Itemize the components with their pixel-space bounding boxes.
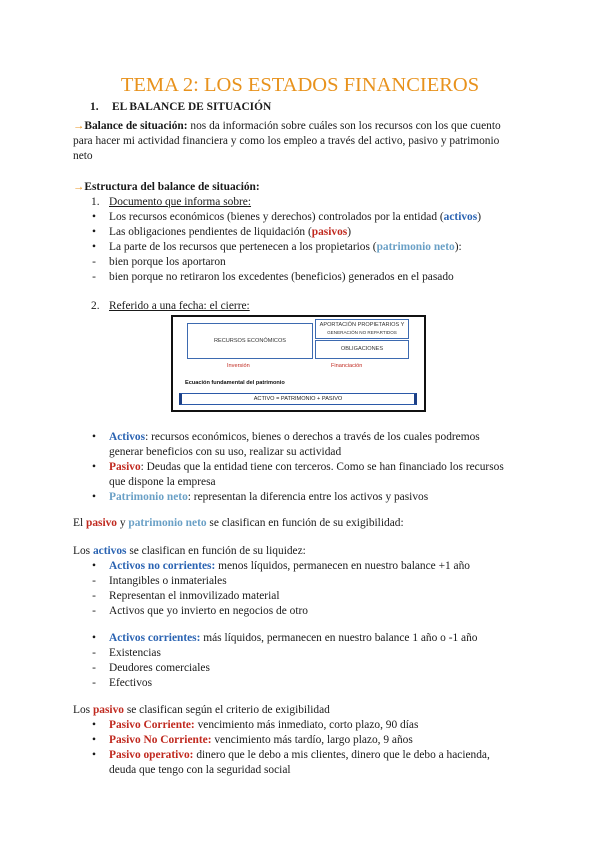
diagram-inversion: Inversión [227,363,250,369]
activos-clasificacion-heading: Los activos se clasifican en función de su liquidez: [73,545,306,557]
bullet-icon: • [92,461,96,473]
bullet-icon: • [92,632,96,644]
list-item-dash: Activos que yo invierto en negocios de otro [109,605,308,617]
arrow-icon: → [73,120,85,132]
dash-icon: - [92,256,96,268]
exigibilidad-paragraph: El pasivo y patrimonio neto se clasifican en función de su exigibilidad: [73,517,404,529]
list-item-dash: bien porque no retiraron los excedentes (beneficios) generados en el pasado [109,271,454,283]
balance-definition-line2: para hacer mi actividad financiera y como los empleo a través del activo, pasivo y patrimonio [73,135,500,147]
page-title: TEMA 2: LOS ESTADOS FINANCIEROS [120,74,480,96]
dash-icon: - [92,590,96,602]
bullet-icon: • [92,719,96,731]
bullet-icon: • [92,211,96,223]
bullet-icon: • [92,560,96,572]
list-number: 1. [91,196,100,208]
bullet-icon: • [92,734,96,746]
dash-icon: - [92,647,96,659]
balance-definition-line3: neto [73,150,93,162]
bullet-icon: • [92,491,96,503]
list-item-dash: Intangibles o inmateriales [109,575,227,587]
list-item-patrimonio: La parte de los recursos que pertenecen a los propietarios (patrimonio neto): [109,241,462,253]
def-pasivo-line2: que dispone la empresa [109,476,216,488]
list-item-dash: Representan el inmovilizado material [109,590,280,602]
diagram-ecuacion-label: Ecuación fundamental del patrimonio [185,380,285,386]
balance-diagram [171,315,426,412]
list-item-activos: Los recursos económicos (bienes y derechos) controlados por la entidad (activos) [109,211,481,223]
list-item-dash: Existencias [109,647,161,659]
dash-icon: - [92,662,96,674]
list-number: 2. [91,300,100,312]
pasivo-clasificacion-heading: Los pasivo se clasifican según el criterio de exigibilidad [73,704,330,716]
activos-no-corrientes: Activos no corrientes: menos líquidos, permanecen en nuestro balance +1 año [109,560,471,572]
balance-term: Balance de situación: [84,120,188,132]
bullet-icon: • [92,431,96,443]
list-item-dash: Deudores comerciales [109,662,210,674]
list-item-dash: bien porque los aportaron [109,256,226,268]
estructura-item1: Documento que informa sobre: [109,196,252,208]
bullet-icon: • [92,241,96,253]
diagram-recursos-box: RECURSOS ECONÓMICOS [187,323,313,359]
def-activos-line2: generar beneficios con su uso, realizar su actividad [109,446,342,458]
diagram-financiacion: Financiación [331,363,363,369]
dash-icon: - [92,575,96,587]
balance-definition-line1: →Balance de situación: nos da información sobre cuáles son los recursos con los que cuento [73,120,501,132]
bullet-icon: • [92,749,96,761]
dash-icon: - [92,605,96,617]
list-item-pasivos: Las obligaciones pendientes de liquidación (pasivos) [109,226,352,238]
diagram-obligaciones-box: OBLIGACIONES [315,340,409,359]
def-activos-line1: Activos: recursos económicos, bienes o derechos a través de los cuales podremos [109,431,480,443]
pasivo-operativo-line1: Pasivo operativo: dinero que le debo a mis clientes, dinero que le debo a hacienda, [109,749,490,761]
list-item-dash: Efectivos [109,677,153,689]
arrow-icon: → [73,181,85,193]
section-title: EL BALANCE DE SITUACIÓN [112,101,272,113]
estructura-heading: →Estructura del balance de situación: [73,181,260,193]
estructura-item2: Referido a una fecha: el cierre: [109,300,250,312]
pasivo-corriente: Pasivo Corriente: vencimiento más inmediato, corto plazo, 90 días [109,719,419,731]
pasivo-operativo-line2: deuda que tengo con la seguridad social [109,764,291,776]
diagram-ecuacion: ACTIVO = PATRIMONIO + PASIVO [179,393,417,405]
def-pasivo-line1: Pasivo: Deudas que la entidad tiene con terceros. Como se han financiado los recursos [109,461,504,473]
diagram-aportacion-box: APORTACIÓN PROPIETARIOS Y GENERACIÓN NO REPARTIDOS [315,319,409,339]
pasivo-no-corriente: Pasivo No Corriente: vencimiento más tardío, largo plazo, 9 años [109,734,413,746]
activos-corrientes: Activos corrientes: más líquidos, permanecen en nuestro balance 1 año o -1 año [109,632,478,644]
dash-icon: - [92,677,96,689]
dash-icon: - [92,271,96,283]
bullet-icon: • [92,226,96,238]
def-patrimonio: Patrimonio neto: representan la diferencia entre los activos y pasivos [109,491,429,503]
section-number: 1. [90,101,99,113]
